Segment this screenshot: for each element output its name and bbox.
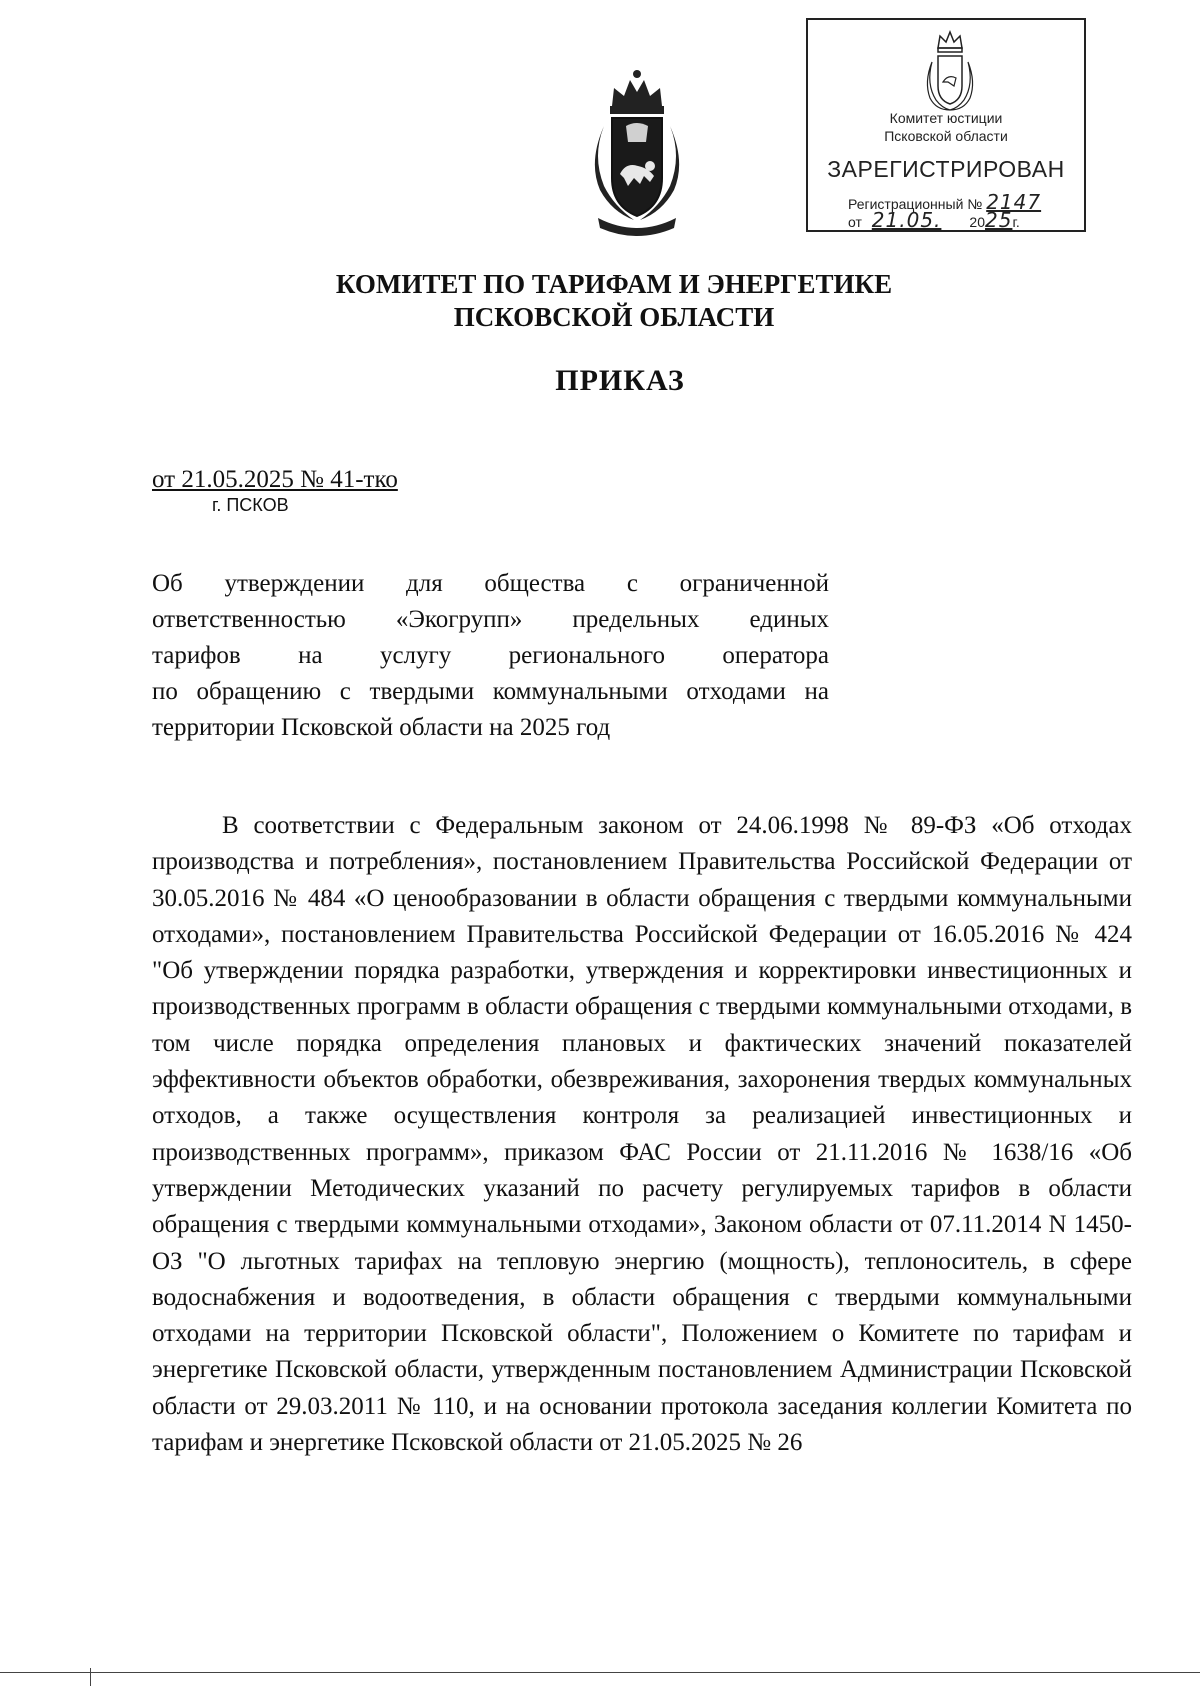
stamp-year-suffix: г. xyxy=(1012,214,1020,230)
registration-stamp xyxy=(806,18,1086,232)
order-subject xyxy=(152,566,829,746)
stamp-org-line2: Псковской области xyxy=(884,128,1008,144)
page-edge-mark xyxy=(90,1668,91,1686)
stamp-date: 21.05. xyxy=(871,208,942,232)
subject-line: территории Псковской области на 2025 год xyxy=(152,714,611,741)
order-date-number: от 21.05.2025 № 41-тко xyxy=(152,466,398,493)
subject-line: по обращению с твердыми коммунальными отходами на xyxy=(152,678,829,705)
subject-line: ответственностью «Экогрупп» предельных единых xyxy=(152,606,829,633)
committee-name-line2: ПСКОВСКОЙ ОБЛАСТИ xyxy=(453,302,775,332)
page-bottom-edge xyxy=(0,1672,1200,1673)
stamp-reg-label: Регистрационный № xyxy=(848,196,983,212)
stamp-reg-number: 2147 xyxy=(986,190,1042,214)
stamp-date-line xyxy=(848,208,1020,232)
committee-name-line1: КОМИТЕТ ПО ТАРИФАМ И ЭНЕРГЕТИКЕ xyxy=(335,269,893,299)
subject-line: Об утверждении для общества с ограниченной xyxy=(152,570,829,597)
stamp-year-prefix: 20 xyxy=(969,214,985,230)
stamp-year: 25 xyxy=(984,208,1013,232)
subject-line: тарифов на услугу регионального оператора xyxy=(152,642,829,669)
stamp-status: ЗАРЕГИСТРИРОВАН xyxy=(827,156,1065,182)
preamble-paragraph: В соответствии с Федеральным законом от 24.06.1998 № 89-ФЗ «Об отходах производства и потребления», постановлением Правительства Российской Федерации от 30.05.2016 № 484 «О ценообразовании в области обращения с твердыми коммунальными отходами», постановлением Правительства Российской Федерации от 16.05.2016 № 424 "Об утверждении порядка разработки, утверждения и корректировки инвестиционных и производственных программ в области обращения с твердыми коммунальными отходами, в том числе порядка определения плановых и фактических значений показателей эффективности объектов обработки, обезвреживания, захоронения твердых коммунальных отходов, а также осуществления контроля за реализацией инвестиционных и производственных программ», приказом ФАС России от 21.11.2016 № 1638/16 «Об утверждении Методических указаний по расчету регулируемых тарифов в области обращения с твердыми коммунальными отходами», Законом области от 07.11.2014 N 1450-ОЗ "О льготных тарифах на тепловую энергию (мощность), теплоноситель, в сфере водоснабжения и водоотведения, в области обращения с твердыми коммунальными отходами на территории Псковской области", Положением о Комитете по тарифам и энергетике Псковской области, утвержденным постановлением Администрации Псковской области от 29.03.2011 № 110, и на основании протокола заседания коллегии Комитета по тарифам и энергетике Псковской области от 21.05.2025 № 26 xyxy=(152,812,1132,1457)
stamp-org-line1: Комитет юстиции xyxy=(889,110,1003,126)
order-city: г. ПСКОВ xyxy=(212,495,289,515)
stamp-date-prefix: от xyxy=(848,214,862,230)
document-type-title: ПРИКАЗ xyxy=(555,364,685,397)
coat-of-arms-icon xyxy=(574,66,700,236)
